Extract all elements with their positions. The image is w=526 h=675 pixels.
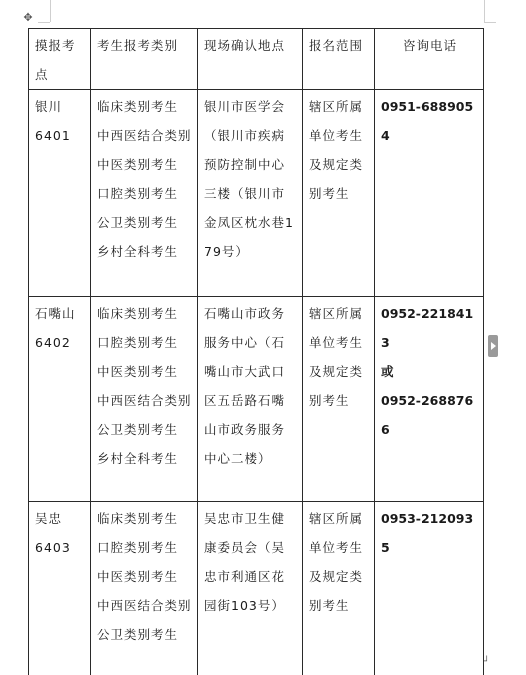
page-margin-guide [484,22,496,23]
site-cell: 银川市医学会（银川市疾病预防控制中心三楼（银川市金凤区枕水巷179号） [198,90,303,297]
category-item: 公卫类别考生 [97,627,179,642]
category-cell [91,297,198,502]
category-item: 公卫类别考生 [97,422,179,437]
exam-point-cell [29,502,91,675]
exam-point-name: 石嘴山 [35,306,76,321]
site-cell: 吴忠市卫生健康委员会（吴忠市利通区花园街103号） [198,502,303,675]
exam-point-cell [29,90,91,297]
phone-cell [375,90,484,297]
exam-point-code: 6403 [35,540,71,555]
header-scope: 报名范围 [303,29,375,90]
page-margin-guide [50,0,51,22]
scope-cell: 辖区所属单位考生及规定类别考生 [303,90,375,297]
phone-number: 0952-2218413 [381,306,474,350]
header-point: 摸报考点 [29,29,91,90]
category-item: 口腔类别考生 [97,335,179,350]
category-item: 口腔类别考生 [97,540,179,555]
phone-cell [375,502,484,675]
phone-separator: 或 [381,364,395,379]
site-cell: 石嘴山市政务服务中心（石嘴山市大武口区五岳路石嘴山市政务服务中心二楼） [198,297,303,502]
phone-cell [375,297,484,502]
exam-point-code: 6402 [35,335,71,350]
category-item: 中医类别考生 [97,569,179,584]
category-item: 中西医结合类别 [97,393,192,408]
phone-number: 0952-2688766 [381,393,474,437]
table-header-row [29,29,484,90]
table-row [29,297,484,502]
category-item: 中西医结合类别 [97,128,192,143]
exam-point-name: 吴忠 [35,511,63,526]
table-row [29,502,484,675]
category-item: 乡村全科考生 [97,451,179,466]
table-resize-handle-icon[interactable]: ┘ [484,657,490,667]
category-item: 口腔类别考生 [97,186,179,201]
category-item: 临床类别考生 [97,306,179,321]
page-margin-guide [484,0,485,22]
scope-cell: 辖区所属单位考生及规定类别考生 [303,297,375,502]
table-move-handle-icon[interactable]: ✥ [23,11,33,24]
exam-point-table [28,28,484,675]
category-cell [91,502,198,675]
category-item: 公卫类别考生 [97,215,179,230]
table-row [29,90,484,297]
exam-point-code: 6401 [35,128,71,143]
page-margin-guide [38,22,50,23]
exam-point-cell [29,297,91,502]
category-item: 中西医结合类别 [97,598,192,613]
category-item: 乡村全科考生 [97,244,179,259]
header-site: 现场确认地点 [198,29,303,90]
exam-point-name: 银川 [35,99,63,114]
scope-cell: 辖区所属单位考生及规定类别考生 [303,502,375,675]
header-category: 考生报考类别 [91,29,198,90]
category-item: 临床类别考生 [97,99,179,114]
table-body [29,90,484,675]
category-item: 中医类别考生 [97,157,179,172]
header-phone: 咨询电话 [375,29,484,90]
phone-number: 0953-2120935 [381,511,474,555]
phone-number: 0951-6889054 [381,99,474,143]
category-item: 中医类别考生 [97,364,179,379]
category-cell [91,90,198,297]
side-expand-tab-icon[interactable] [488,335,498,357]
category-item: 临床类别考生 [97,511,179,526]
